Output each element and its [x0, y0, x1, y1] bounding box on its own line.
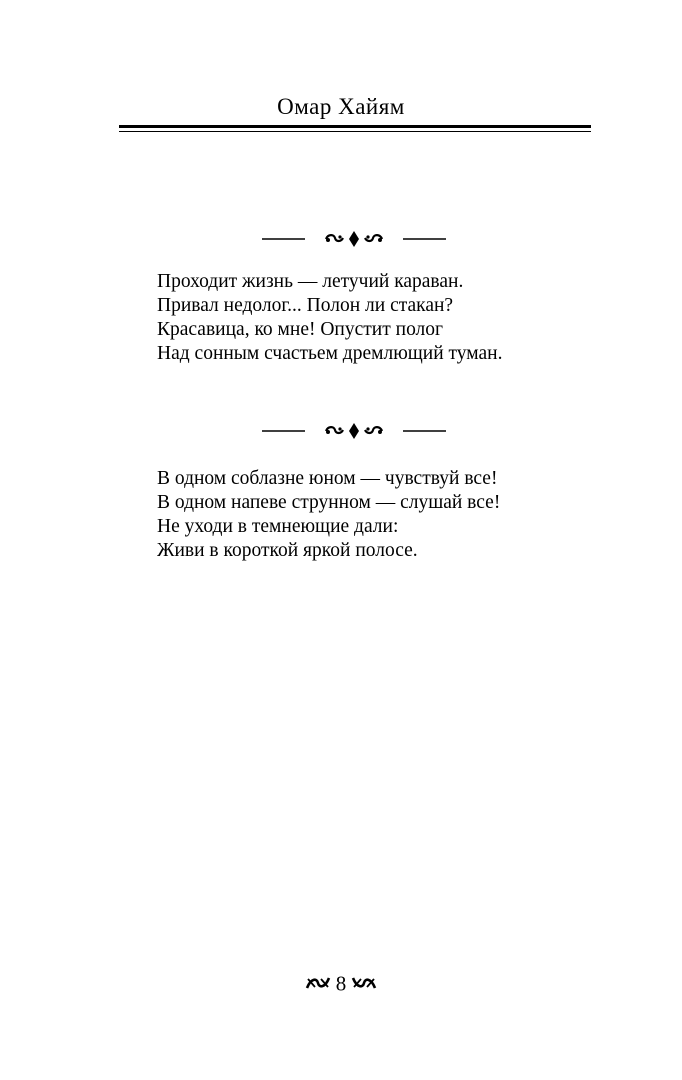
verse-line: Не уходи в темнеющие дали: — [157, 516, 399, 537]
verse-line: В одном напеве струнном — слушай все! — [157, 492, 501, 513]
section-ornament-divider — [262, 420, 446, 440]
verse-line: Живи в короткой яркой полосе. — [157, 540, 418, 561]
fleuron-icon — [262, 420, 446, 440]
verse-line: Над сонным счастьем дремлющий туман. — [157, 343, 503, 364]
page-number-footer — [0, 970, 682, 997]
right-flourish-icon — [351, 972, 377, 997]
running-head-author: Омар Хайям — [277, 94, 405, 119]
header-rule-thin — [119, 131, 591, 132]
header-rule-thick — [119, 125, 591, 128]
verse-line: Красавица, ко мне! Опустит полог — [157, 319, 444, 340]
stanza-2 — [157, 467, 597, 563]
verse-line: Привал недолог... Полон ли стакан? — [157, 295, 454, 316]
verse-line: В одном соблазне юном — чувствуй все! — [157, 468, 498, 489]
page-number: 8 — [335, 971, 347, 996]
fleuron-icon — [262, 228, 446, 248]
verse-line: Проходит жизнь — летучий караван. — [157, 271, 464, 292]
stanza-1 — [157, 270, 597, 366]
section-ornament-divider — [262, 228, 446, 248]
left-flourish-icon — [305, 972, 331, 997]
